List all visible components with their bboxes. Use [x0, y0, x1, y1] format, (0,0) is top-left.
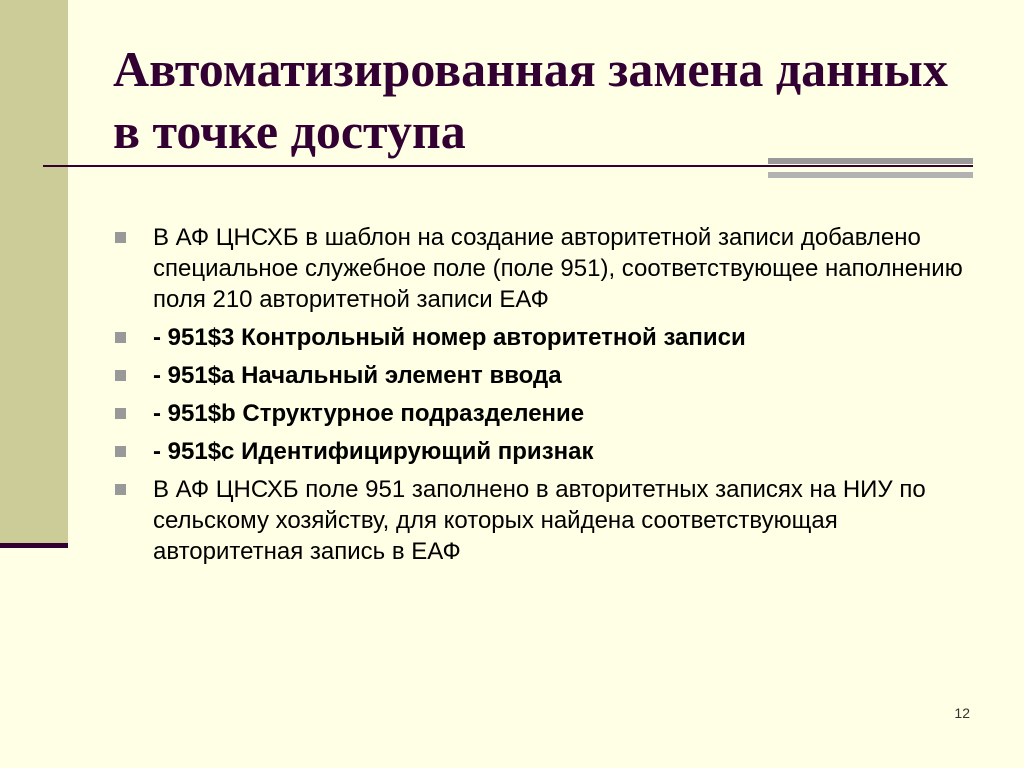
bullet-item	[113, 474, 983, 567]
bullet-item	[113, 360, 983, 391]
title-divider	[43, 165, 973, 167]
bullet-text: - 951$b Структурное подразделение	[153, 400, 585, 427]
square-bullet-icon	[115, 332, 126, 343]
left-band-rule	[0, 543, 68, 548]
bullet-item	[113, 436, 983, 467]
bullet-list	[113, 222, 983, 574]
page-number: 12	[954, 705, 970, 721]
square-bullet-icon	[115, 232, 126, 243]
left-decorative-band	[0, 0, 68, 543]
bullet-item	[113, 322, 983, 353]
bullet-item	[113, 398, 983, 429]
bullet-text: - 951$a Начальный элемент ввода	[153, 362, 562, 389]
accent-bar-bottom	[768, 172, 973, 178]
bullet-text: - 951$c Идентифицирующий признак	[153, 438, 594, 465]
bullet-item	[113, 222, 983, 315]
bullet-text: В АФ ЦНСХБ поле 951 заполнено в авторитетных записях на НИУ по сельскому хозяйству, для которых найдена соответствующая авторитетная запись в ЕАФ	[153, 476, 926, 565]
square-bullet-icon	[115, 484, 126, 495]
accent-bar-top	[768, 158, 973, 164]
bullet-text: В АФ ЦНСХБ в шаблон на создание авторитетной записи добавлено специальное служебное поле (поле 951), соответствующее наполнению поля 210 авторитетной записи ЕАФ	[153, 224, 963, 313]
slide-title: Автоматизированная замена данных в точке доступа	[113, 41, 948, 159]
square-bullet-icon	[115, 370, 126, 381]
square-bullet-icon	[115, 408, 126, 419]
bullet-text: - 951$3 Контрольный номер авторитетной записи	[153, 324, 746, 351]
square-bullet-icon	[115, 446, 126, 457]
